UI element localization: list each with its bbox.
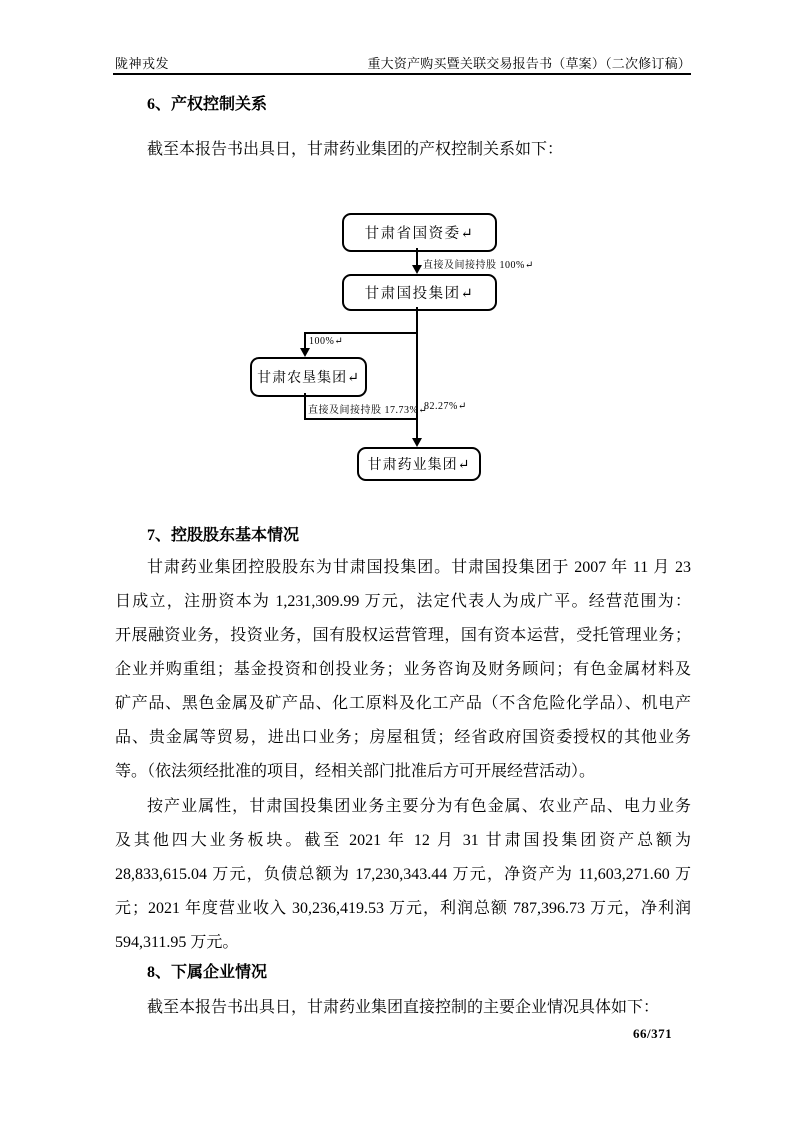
connector-line xyxy=(304,418,418,420)
section-7-paragraph-2 xyxy=(115,790,691,960)
edge-label-sasac-to-guotou: 直接及间接持股 100%↵ xyxy=(423,260,534,271)
arrowhead-down-icon xyxy=(412,265,422,274)
section-6-intro: 截至本报告书出具日，甘肃药业集团的产权控制关系如下： xyxy=(147,141,564,158)
paragraph-line: 甘肃药业集团控股股东为甘肃国投集团。甘肃国投集团于 2007 年 11 月 23 xyxy=(147,559,691,576)
paragraph-line: 元；2021 年度营业收入 30,236,419.53 万元，利润总额 787,396.73 万元，净利润 xyxy=(115,900,691,917)
paragraph-line: 594,311.95 万元。 xyxy=(115,934,239,951)
paragraph-line: 品、贵金属等贸易，进出口业务；房屋租赁；经省政府国资委授权的其他业务 xyxy=(115,729,691,746)
section-6-heading: 6、产权控制关系 xyxy=(147,96,268,113)
edge-label-guotou-to-nongken: 100%↵ xyxy=(309,336,344,347)
paragraph-line: 及其他四大业务板块。截至 2021 年 12 月 31 甘肃国投集团资产总额为 xyxy=(115,832,691,849)
diagram-node-provincial-sasac: 甘肃省国资委↵ xyxy=(342,213,497,252)
section-8-intro: 截至本报告书出具日，甘肃药业集团直接控制的主要企业情况具体如下： xyxy=(147,999,660,1016)
paragraph-line: 企业并购重组；基金投资和创投业务；业务咨询及财务顾问；有色金属材料及 xyxy=(115,661,691,678)
header-company-name: 陇神戎发 xyxy=(115,56,170,71)
connector-line xyxy=(304,332,306,349)
connector-line xyxy=(304,332,418,334)
connector-line xyxy=(416,248,418,266)
arrowhead-down-icon xyxy=(300,348,310,357)
paragraph-line: 开展融资业务，投资业务，国有股权运营管理，国有资本运营，受托管理业务； xyxy=(115,627,691,644)
section-8-heading: 8、下属企业情况 xyxy=(147,964,268,981)
section-7-paragraph-1 xyxy=(115,551,691,789)
diagram-node-pharma-group: 甘肃药业集团↵ xyxy=(357,447,481,481)
header-rule xyxy=(113,73,691,75)
section-7-heading: 7、控股股东基本情况 xyxy=(147,527,300,544)
paragraph-line: 等。（依法须经批准的项目，经相关部门批准后方可开展经营活动）。 xyxy=(115,763,596,780)
header-report-title: 重大资产购买暨关联交易报告书（草案）（二次修订稿） xyxy=(367,56,691,71)
paragraph-line: 矿产品、黑色金属及矿产品、化工原料及化工产品（不含危险化学品）、机电产 xyxy=(115,695,691,712)
connector-line xyxy=(304,393,306,420)
edge-label-guotou-to-pharma: 82.27%↵ xyxy=(424,401,467,412)
paragraph-line: 按产业属性，甘肃国投集团业务主要分为有色金属、农业产品、电力业务 xyxy=(147,798,691,815)
diagram-node-guotou-group: 甘肃国投集团↵ xyxy=(342,274,497,311)
paragraph-line: 日成立，注册资本为 1,231,309.99 万元，法定代表人为成广平。经营范围为： xyxy=(115,593,691,610)
page-number: 66/371 xyxy=(633,1026,673,1041)
arrowhead-down-icon xyxy=(412,438,422,447)
equity-control-diagram xyxy=(0,205,793,490)
diagram-node-nongken-group: 甘肃农垦集团↵ xyxy=(250,357,367,397)
edge-label-nongken-to-pharma: 直接及间接持股 17.73%↵ xyxy=(308,405,428,416)
paragraph-line: 28,833,615.04 万元，负债总额为 17,230,343.44 万元，净资产为 11,603,271.60 万 xyxy=(115,866,691,883)
